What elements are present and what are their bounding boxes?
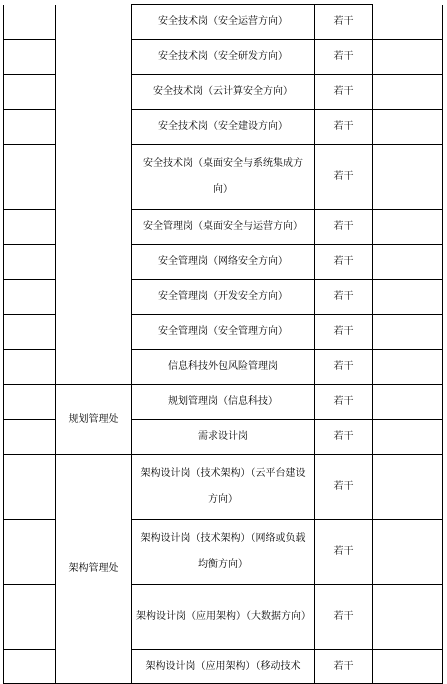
post-count: 若干 <box>315 455 373 520</box>
post-name: 安全管理岗（桌面安全与运营方向） <box>132 210 315 245</box>
post-name: 安全技术岗（安全建设方向） <box>132 110 315 145</box>
post-name: 架构设计岗（应用架构）（大数据方向） <box>132 585 315 650</box>
blank-cell <box>373 385 443 420</box>
post-name: 信息科技外包风险管理岗 <box>132 350 315 385</box>
blank-cell <box>373 650 443 684</box>
post-count: 若干 <box>315 210 373 245</box>
post-name: 规划管理岗（信息科技） <box>132 385 315 420</box>
blank-cell <box>4 385 56 420</box>
blank-cell <box>373 315 443 350</box>
post-name: 安全技术岗（云计算安全方向） <box>132 75 315 110</box>
post-count: 若干 <box>315 385 373 420</box>
post-count: 若干 <box>315 75 373 110</box>
blank-cell <box>4 40 56 75</box>
post-name: 需求设计岗 <box>132 420 315 455</box>
department-cell <box>56 5 132 385</box>
department-planning: 规划管理处 <box>56 385 132 455</box>
blank-cell <box>4 5 56 40</box>
post-name: 安全技术岗（安全研发方向） <box>132 40 315 75</box>
post-name: 架构设计岗（技术架构）（云平台建设方向） <box>132 455 315 520</box>
post-name: 安全管理岗（网络安全方向） <box>132 245 315 280</box>
blank-cell <box>4 315 56 350</box>
post-count: 若干 <box>315 350 373 385</box>
blank-cell <box>373 280 443 315</box>
blank-cell <box>373 585 443 650</box>
post-count: 若干 <box>315 110 373 145</box>
department-architecture: 架构管理处 <box>56 455 132 684</box>
blank-cell <box>373 110 443 145</box>
blank-cell <box>373 350 443 385</box>
blank-cell <box>4 455 56 520</box>
blank-cell <box>373 210 443 245</box>
blank-cell <box>373 420 443 455</box>
job-table <box>3 4 443 684</box>
blank-cell <box>373 145 443 210</box>
blank-cell <box>4 210 56 245</box>
post-count: 若干 <box>315 650 373 684</box>
post-count: 若干 <box>315 315 373 350</box>
post-name: 安全技术岗（桌面安全与系统集成方向） <box>132 145 315 210</box>
post-count: 若干 <box>315 520 373 585</box>
blank-cell <box>4 650 56 684</box>
blank-cell <box>4 520 56 585</box>
post-count: 若干 <box>315 245 373 280</box>
post-name: 架构设计岗（技术架构）（网络或负载均衡方向） <box>132 520 315 585</box>
blank-cell <box>373 75 443 110</box>
post-name: 安全管理岗（开发安全方向） <box>132 280 315 315</box>
blank-cell <box>373 5 443 40</box>
post-count: 若干 <box>315 145 373 210</box>
blank-cell <box>373 245 443 280</box>
post-name: 架构设计岗（应用架构）（移动技术 <box>132 650 315 684</box>
post-name: 安全管理岗（安全管理方向） <box>132 315 315 350</box>
table-row <box>4 455 443 520</box>
blank-cell <box>4 585 56 650</box>
blank-cell <box>4 75 56 110</box>
blank-cell <box>4 145 56 210</box>
blank-cell <box>373 520 443 585</box>
blank-cell <box>373 455 443 520</box>
post-count: 若干 <box>315 280 373 315</box>
post-count: 若干 <box>315 420 373 455</box>
table-row <box>4 385 443 420</box>
post-name: 安全技术岗（安全运营方向） <box>132 5 315 40</box>
blank-cell <box>373 40 443 75</box>
blank-cell <box>4 245 56 280</box>
blank-cell <box>4 280 56 315</box>
post-count: 若干 <box>315 5 373 40</box>
post-count: 若干 <box>315 585 373 650</box>
blank-cell <box>4 420 56 455</box>
post-count: 若干 <box>315 40 373 75</box>
blank-cell <box>4 110 56 145</box>
blank-cell <box>4 350 56 385</box>
table-row <box>4 5 443 40</box>
